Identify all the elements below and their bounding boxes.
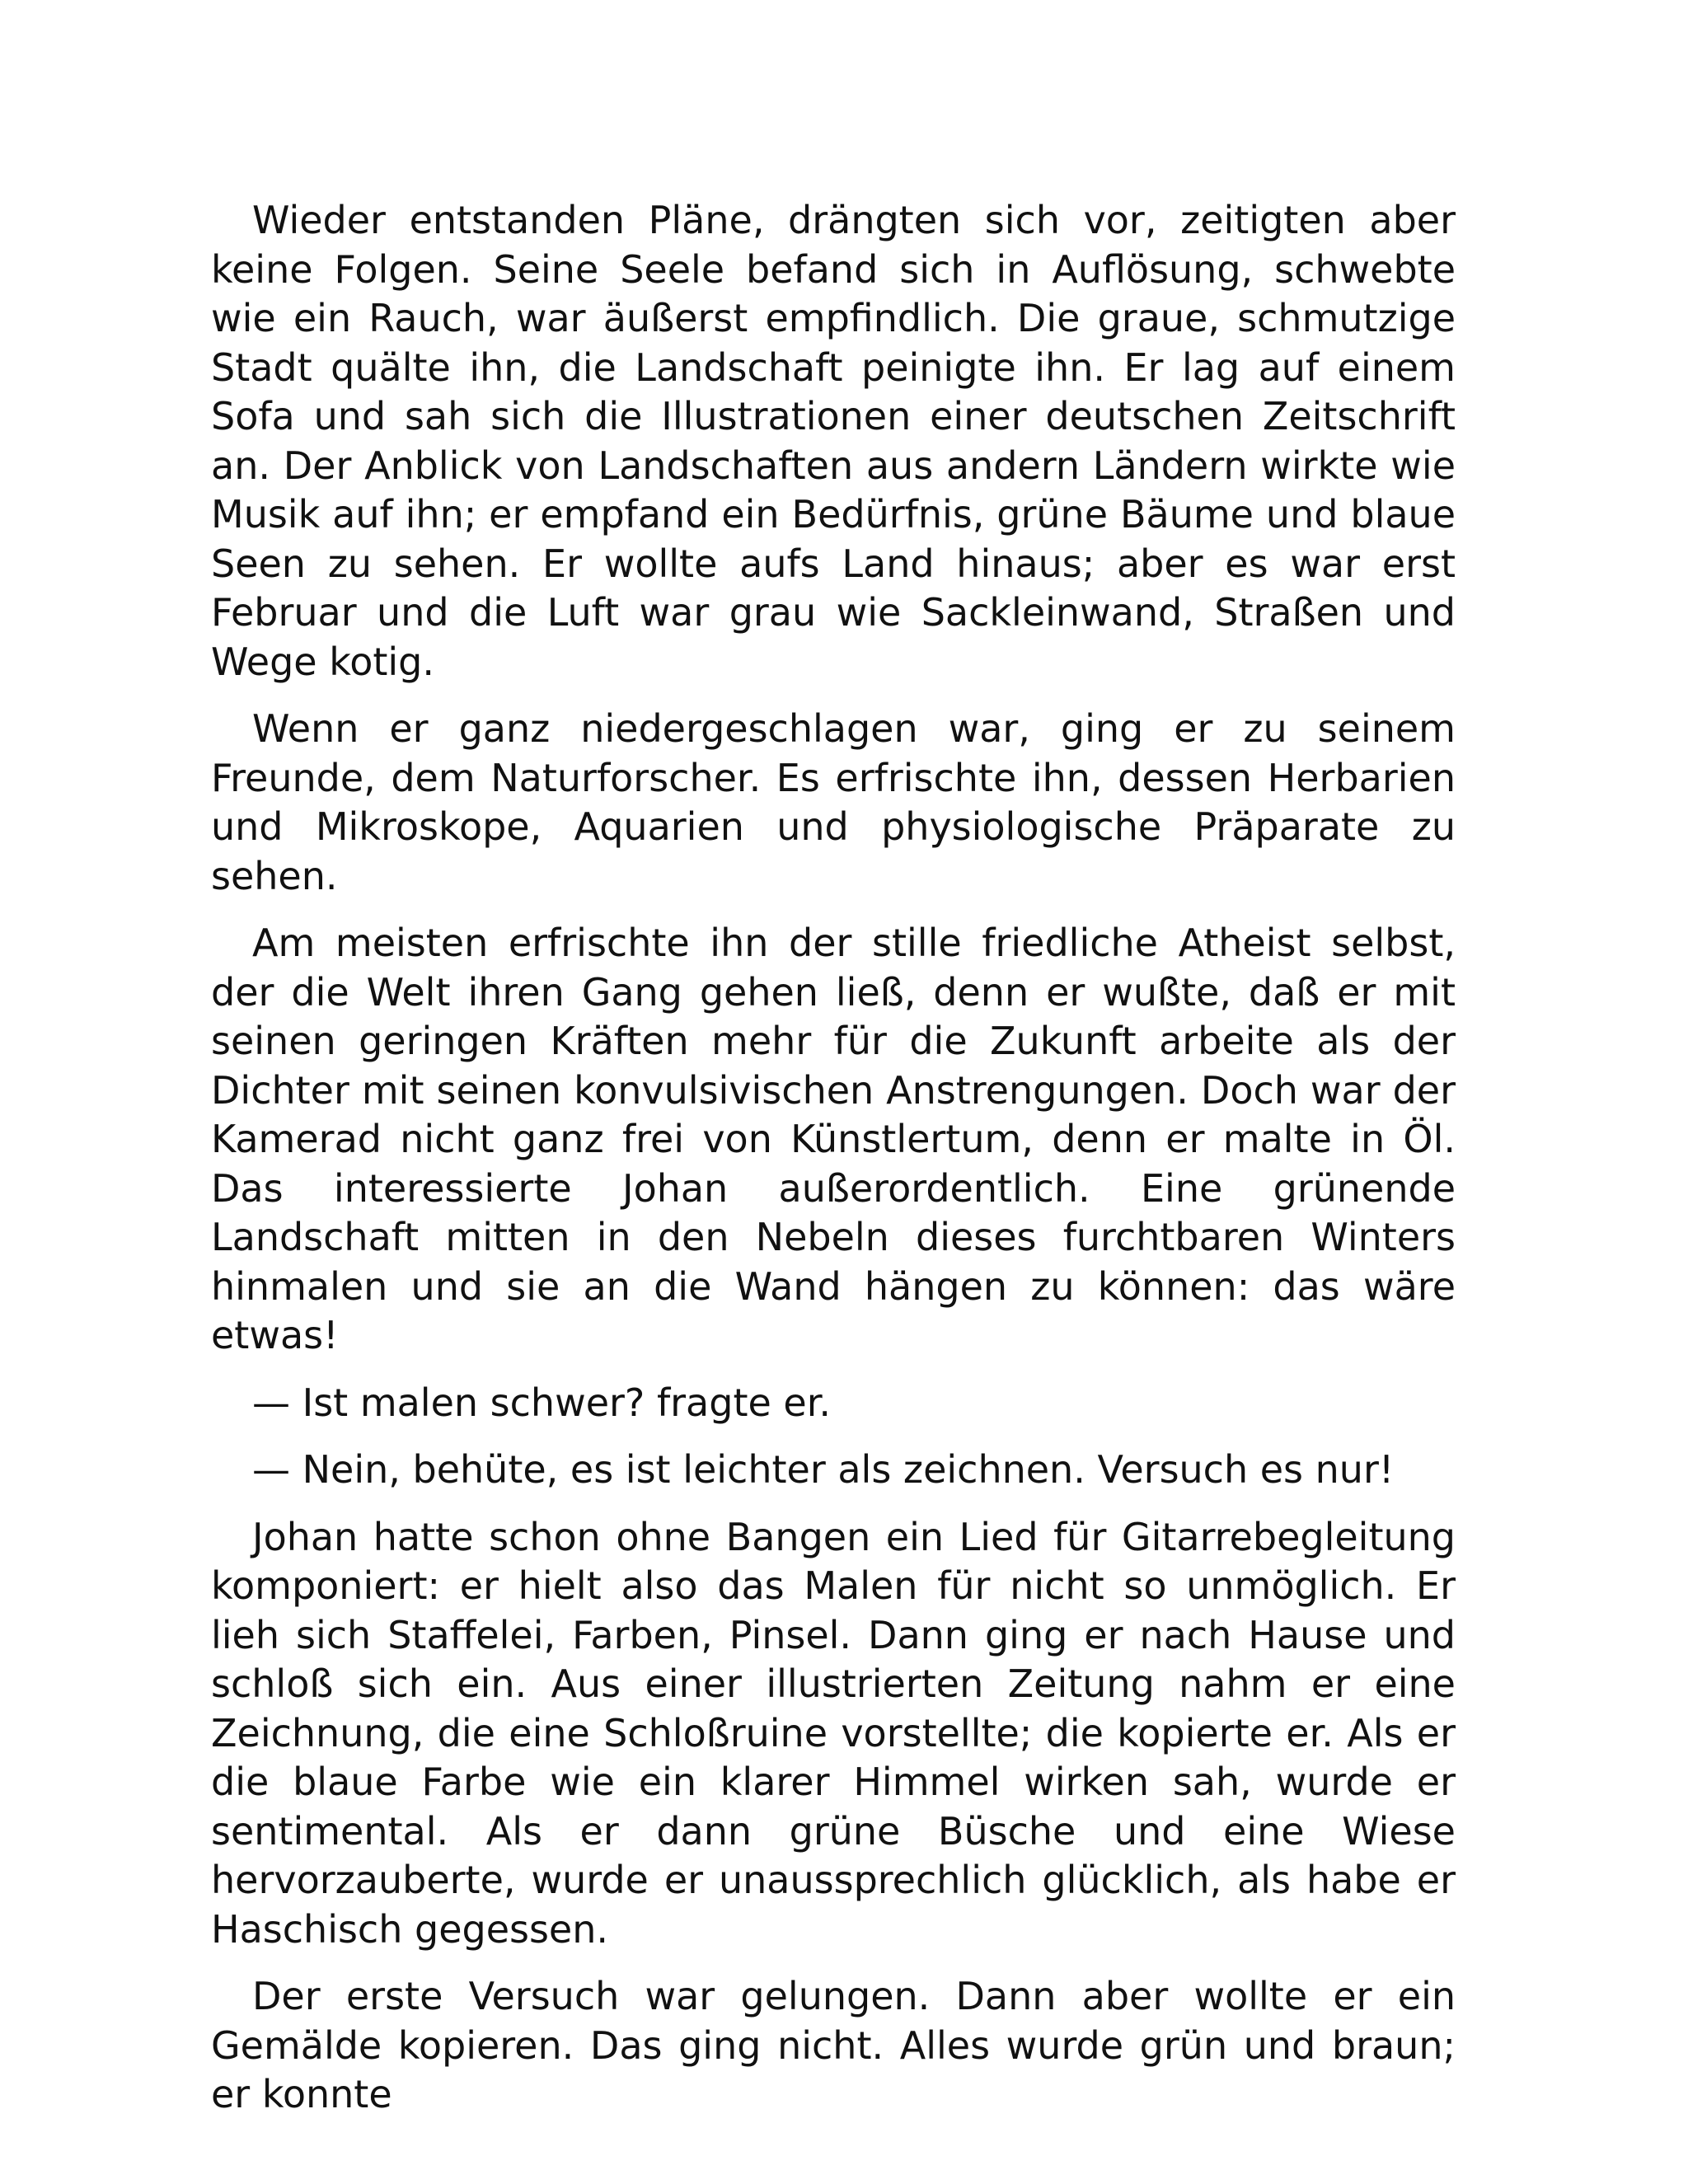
dialog-line-2: — Nein, behüte, es ist leichter als zeichnen. Versuch es nur!: [252, 1447, 1395, 1492]
paragraph-4: Johan hatte schon ohne Bangen ein Lied für Gitarrebegleitung komponiert: er hielt also das Malen für nicht so unmöglich. Er lieh sich Staffelei, Farben, Pinsel. Dann ging er nach Hause und schloß sich ein. Aus einer illustrierten Zeitung nahm er eine Zeichnung, die eine Schloßruine vorstellte; die kopierte er. Als er die blaue Farbe wie ein klarer Himmel wirken sah, wurde er sentimental. Als er dann grüne Büsche und eine Wiese hervorzauberte, wurde er unaussprechlich glücklich, als habe er Haschisch gegessen.: [211, 1514, 1456, 1952]
document-page: [211, 196, 1456, 2138]
paragraph-2: Wenn er ganz niedergeschlagen war, ging er zu seinem Freunde, dem Naturforscher. Es erfrischte ihn, dessen Herbarien und Mikroskope, Aquarien und physiologische Präparate zu sehen.: [211, 706, 1456, 898]
paragraph-3: Am meisten erfrischte ihn der stille friedliche Atheist selbst, der die Welt ihren Gang gehen ließ, denn er wußte, daß er mit seinen geringen Kräften mehr für die Zukunft arbeite als der Dichter mit seinen konvulsivischen Anstrengungen. Doch war der Kamerad nicht ganz frei von Künstlertum, denn er malte in Öl. Das interessierte Johan außerordentlich. Eine grünende Landschaft mitten in den Nebeln dieses furchtbaren Winters hinmalen und sie an die Wand hängen zu können: das wäre etwas!: [211, 921, 1456, 1357]
paragraph-5: Der erste Versuch war gelungen. Dann aber wollte er ein Gemälde kopieren. Das ging nicht. Alles wurde grün und braun; er konnte: [211, 1974, 1456, 2116]
dialog-line-1: — Ist malen schwer? fragte er.: [252, 1380, 832, 1425]
paragraph-1: Wieder entstanden Pläne, drängten sich vor, zeitigten aber keine Folgen. Seine Seele befand sich in Auflösung, schwebte wie ein Rauch, war äußerst empfindlich. Die graue, schmutzige Stadt quälte ihn, die Landschaft peinigte ihn. Er lag auf einem Sofa und sah sich die Illustrationen einer deutschen Zeitschrift an. Der Anblick von Landschaften aus andern Ländern wirkte wie Musik auf ihn; er empfand ein Bedürfnis, grüne Bäume und blaue Seen zu sehen. Er wollte aufs Land hinaus; aber es war erst Februar und die Luft war grau wie Sackleinwand, Straßen und Wege kotig.: [211, 198, 1456, 684]
